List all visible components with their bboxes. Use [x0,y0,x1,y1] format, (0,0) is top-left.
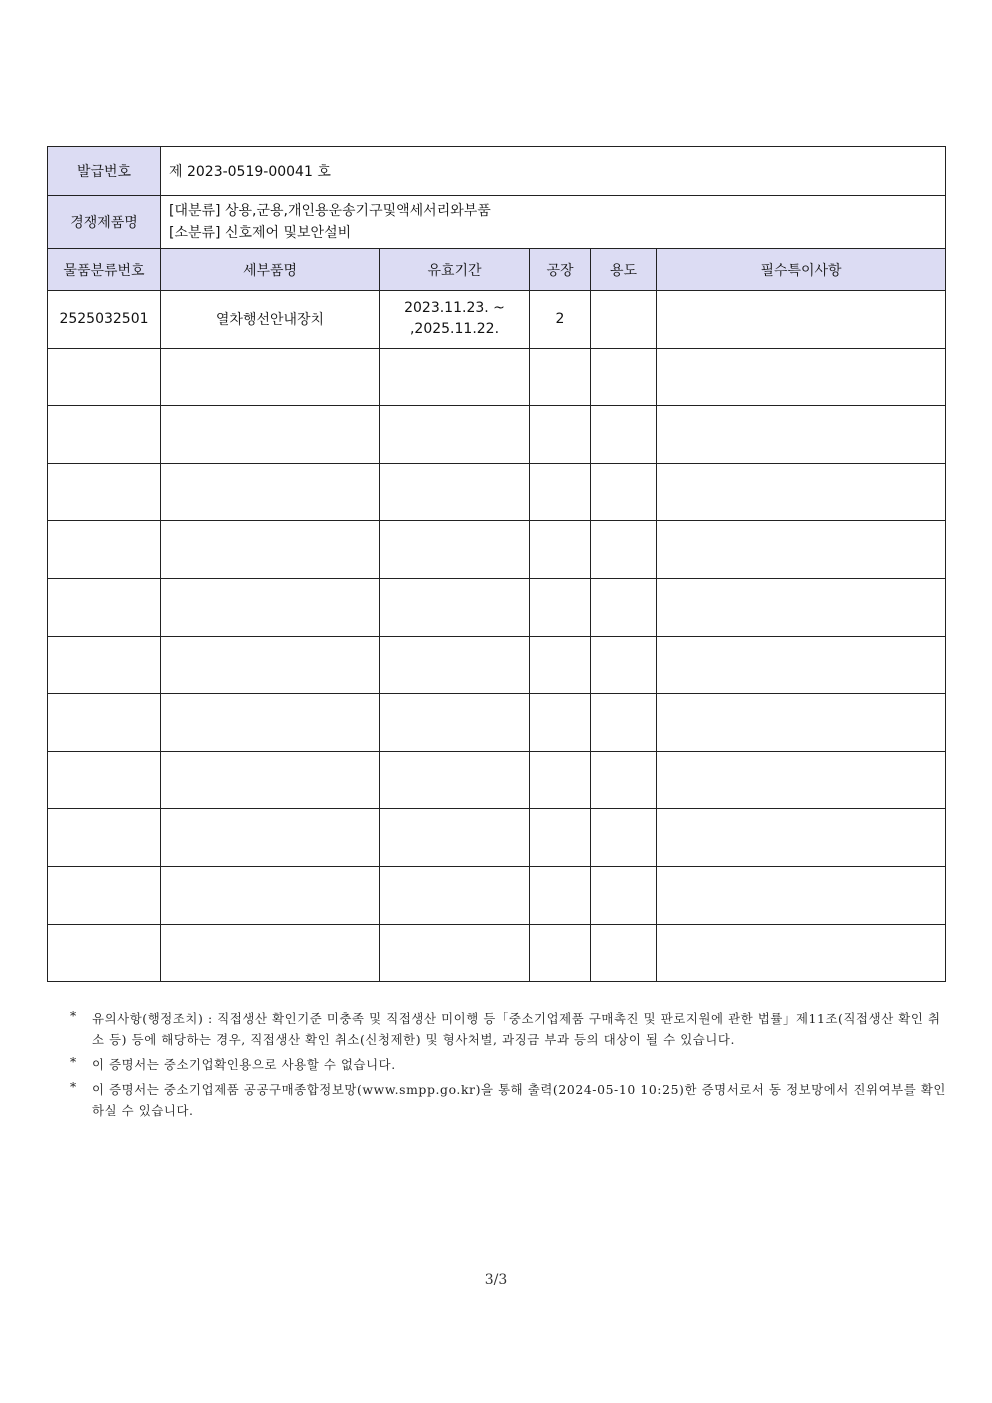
notice-marker: * [70,1008,77,1023]
page-number: 3/3 [484,1272,508,1288]
row-valid-period [380,291,530,349]
notice-text: 이 증명서는 중소기업제품 공공구매종합정보망(www.smpp.go.kr)을 통해 출력(2024-05-10 10:25)한 증명서로서 동 정보망에서 진위여부를 확인하실 수 있습니다. [92,1082,946,1118]
issue-number-value: 제 2023-0519-00041 호 [161,147,946,196]
notice-marker: * [70,1054,77,1069]
product-major-category: [대분류] 상용,군용,개인용운송기구및액세서리와부품 [169,203,491,219]
notice-marker: * [70,1079,77,1094]
row-period-start: 2023.11.23. ~ [404,300,505,317]
table-row-empty [48,578,946,636]
column-header-factory: 공장 [530,249,591,291]
notice-item [70,1079,950,1121]
issue-number-label: 발급번호 [48,147,161,196]
column-header-row [48,249,946,291]
product-name-value [161,196,946,249]
column-header-notes: 필수특이사항 [657,249,946,291]
row-code: 2525032501 [48,291,161,349]
notice-section [70,1008,950,1125]
table-row-empty [48,694,946,752]
product-minor-category: [소분류] 신호제어 및보안설비 [169,225,352,241]
table-row-empty [48,348,946,406]
product-name-label: 경쟁제품명 [48,196,161,249]
table-row-empty [48,924,946,982]
certificate-table [47,146,946,982]
product-name-row [48,196,946,249]
notice-item [70,1054,950,1075]
table-row-empty [48,866,946,924]
row-item-name: 열차행선안내장치 [161,291,380,349]
row-period-end: ,2025.11.22. [409,321,500,338]
table-row-empty [48,751,946,809]
column-header-code: 물품분류번호 [48,249,161,291]
certificate-table-frame [47,146,945,982]
table-row-empty [48,463,946,521]
row-notes [657,291,946,349]
table-row-empty [48,521,946,579]
row-factory: 2 [530,291,591,349]
notice-text: 이 증명서는 중소기업확인용으로 사용할 수 없습니다. [92,1057,396,1072]
issue-number-row [48,147,946,196]
notice-text: 유의사항(행정조치) : 직접생산 확인기준 미충족 및 직접생산 미이행 등「중소기업제품 구매촉진 및 판로지원에 관한 법률」제11조(직접생산 확인 취소 등) 등에 해당하는 경우, 직접생산 확인 취소(신청제한) 및 형사처벌, 과징금 부과 등의 대상이 될 수 있습니다. [92,1011,941,1047]
column-header-usage: 용도 [591,249,657,291]
table-row-empty [48,406,946,464]
table-row-empty [48,636,946,694]
column-header-item-name: 세부품명 [161,249,380,291]
row-usage [591,291,657,349]
table-row [48,291,946,349]
column-header-valid-period: 유효기간 [380,249,530,291]
notice-item [70,1008,950,1050]
table-row-empty [48,809,946,867]
